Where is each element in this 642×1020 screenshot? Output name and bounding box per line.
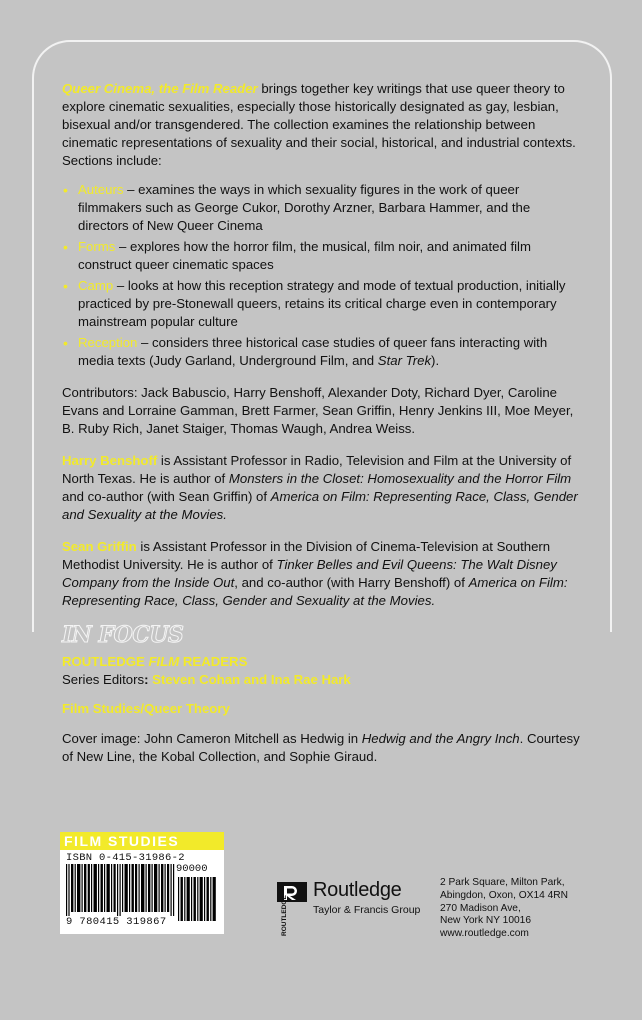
address-line: New York NY 10016: [440, 915, 531, 927]
editors-names: Steven Cohan and Ina Rae Hark: [148, 672, 351, 687]
bio-text: and co-author (with Sean Griffin) of: [62, 489, 271, 504]
section-end: ).: [431, 353, 440, 368]
credit-text: Cover image: John Cameron Mitchell as Hedwig in: [62, 731, 362, 746]
book-title: Queer Cinema, the Film Reader: [62, 81, 258, 96]
section-name: Reception: [78, 335, 138, 350]
barcode: [60, 850, 224, 934]
film-title: Hedwig and the Angry Inch: [361, 731, 520, 746]
barcode-block: [60, 832, 224, 934]
address-line: 2 Park Square, Milton Park,: [440, 877, 565, 888]
benshoff-bio: [62, 452, 582, 524]
section-name: Auteurs: [78, 182, 124, 197]
bio-text: is Assistant Professor in Radio, Television and Film at the University of North Texas. He is author of: [62, 453, 572, 486]
series-readers: READERS: [179, 654, 248, 669]
list-item: [62, 334, 582, 370]
book-title-italic: America on Film: Representing Race, Class, Gender and Sexuality at the Movies.: [62, 489, 578, 522]
vertical-brand-text: ROUTLEDGE: [281, 895, 288, 936]
intro-paragraph: [62, 80, 582, 170]
routledge-r-icon: [275, 880, 309, 938]
series-editors: [62, 671, 582, 689]
editors-colon: :: [144, 672, 149, 687]
book-title-italic: America on Film: Representing Race, Class, Gender and Sexuality at the Movies.: [62, 575, 568, 608]
category-label: FILM STUDIES: [60, 832, 224, 850]
intro-text: brings together key writings that use queer theory to explore cinematic sexualities, especially those historically designated as gay, lesbian, bisexual and/or transgendered. The collection examines the relationship between cinematic representations of sexuality and their social, historical, and industrial contexts. Sections include:: [62, 81, 576, 168]
book-title-italic: Monsters in the Closet: Homosexuality and the Horror Film: [228, 471, 572, 486]
barcode-bars-main: [66, 864, 176, 916]
ean-number: 9 780415 319867: [66, 916, 167, 928]
book-title-italic: Tinker Belles and Evil Queens: The Walt Disney Company from the Inside Out: [62, 557, 557, 590]
list-item: [62, 238, 582, 274]
barcode-bars-addon: [178, 877, 218, 921]
publisher-address: [440, 877, 568, 941]
address-line: 270 Madison Ave,: [440, 902, 521, 914]
section-name: Camp: [78, 278, 114, 293]
section-italic: Star Trek: [377, 353, 432, 368]
griffin-bio: [62, 538, 582, 610]
publisher-name: Routledge: [313, 879, 402, 901]
back-cover-text: [62, 80, 582, 766]
section-text: – examines the ways in which sexuality figures in the work of queer filmmakers such as George Cukor, Dorothy Arzner, Barbara Hammer, and the directors of New Queer Cinema: [78, 182, 531, 233]
list-item: [62, 181, 582, 235]
sections-list: [62, 181, 582, 370]
routledge-logo: [275, 879, 421, 943]
isbn-text: ISBN 0-415-31986-2: [66, 852, 185, 864]
list-item: [62, 277, 582, 331]
cover-credit: [62, 730, 582, 766]
series-publisher: ROUTLEDGE: [62, 654, 149, 669]
credit-text: . Courtesy of New Line, the Kobal Collection, and Sophie Giraud.: [62, 731, 580, 764]
section-text: – explores how the horror film, the musical, film noir, and animated film construct queer cinematic spaces: [78, 239, 531, 272]
editors-label: Series Editors: [62, 672, 145, 687]
bio-text: is Assistant Professor in the Division of Cinema-Television at Southern Methodist University. He is author of: [62, 539, 551, 572]
address-line: Abingdon, Oxon, OX14 4RN: [440, 889, 568, 901]
section-text: – looks at how this reception strategy and mode of textual production, initially practiced by pre-Stonewall queers, retains its critical charge even in contemporary mainstream popular culture: [78, 278, 566, 329]
bio-text: , and co-author (with Harry Benshoff) of: [234, 575, 469, 590]
series-film: FILM: [148, 654, 180, 669]
author-name: Sean Griffin: [62, 539, 137, 554]
website-link: www.routledge.com: [440, 928, 529, 940]
series-title: [62, 653, 582, 671]
price-addon-text: 90000: [176, 863, 208, 875]
subject-category: Film Studies/Queer Theory: [62, 701, 230, 716]
in-focus-logo: IN FOCUS: [62, 622, 184, 648]
contributors: Contributors: Jack Babuscio, Harry Benshoff, Alexander Doty, Richard Dyer, Caroline Evans and Lorraine Gamman, Brett Farmer, Sean Griffin, Henry Jenkins III, Moe Meyer, B. Ruby Rich, Janet Staiger, Thomas Waugh, Andrea Weiss.: [62, 385, 574, 436]
section-text: – considers three historical case studies of queer fans interacting with media texts (Judy Garland, Underground Film, and: [78, 335, 548, 368]
author-name: Harry Benshoff: [62, 453, 158, 468]
section-name: Forms: [78, 239, 116, 254]
publisher-group: Taylor & Francis Group: [313, 904, 421, 916]
